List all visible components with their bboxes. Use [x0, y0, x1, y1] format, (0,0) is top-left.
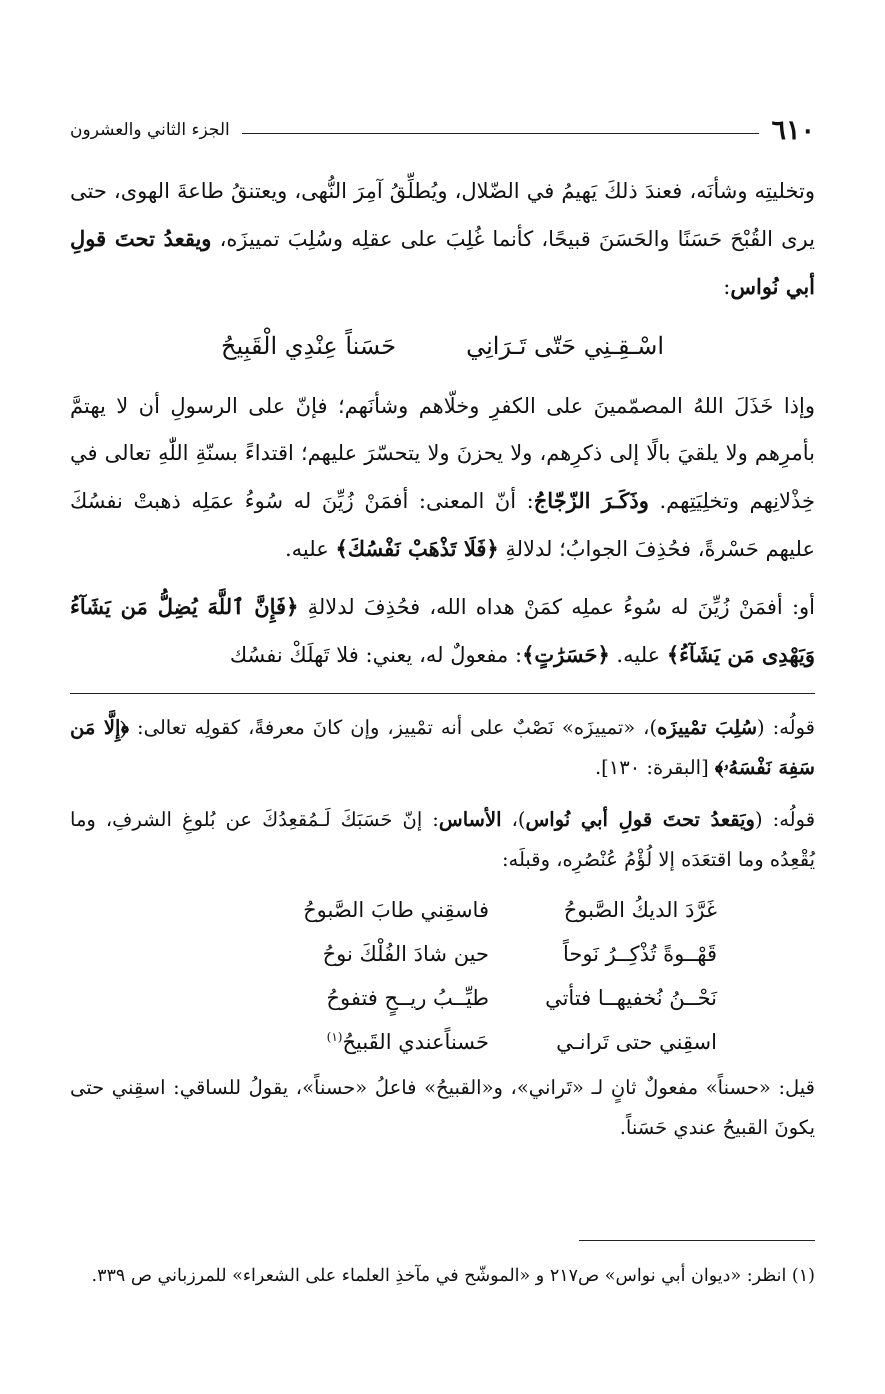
note-2-text-cont: )،	[501, 808, 526, 831]
paragraph-3-text-cont: عليه.	[609, 643, 667, 667]
paragraph-3-text: أو: أفمَنْ زُيِّنَ له سُوءُ عملِه كمَنْ هداه الله، فحُذِفَ لدلالةِ	[298, 595, 816, 619]
paragraph-1-bold: ويقعدُ تحتَ قولِ أبي نُواس	[70, 226, 815, 299]
footnote-marker: (١)	[326, 1030, 343, 1044]
poem-first-hemistich: قَهْــوةً تُذْكِــرُ نَوحاً	[562, 942, 717, 966]
running-title: الجزء الثاني والعشرون	[70, 120, 230, 140]
poem-second-hemistich: حين شادَ الفُلْكَ نوحُ	[322, 942, 489, 966]
page-header	[70, 112, 815, 148]
paragraph-3-end: : مفعولٌ له، يعني: فلا تَهلَكْ نفسُك	[229, 643, 523, 667]
note-2-text-end: : إنّ حَسَبَكَ لَـمُقعِدُكَ عن بُلوغِ الشرفِ، وما يُقْعِدُه وما اقتعَدَه إلا لُؤْمُ عُنْصُرِه، وقبلَه:	[70, 808, 815, 871]
quran-quote: ﴿فَإِنَّ ٱللَّهَ يُضِلُّ مَن يَشَآءُ وَيَهْدِى مَن يَشَآءُ﴾	[70, 594, 815, 667]
note-1-lemma: سُلِبَ تمْييزَه	[657, 716, 758, 739]
note-2	[70, 800, 815, 880]
main-text	[70, 168, 815, 1148]
commentary-separator	[70, 693, 815, 694]
poem-second-hemistich: فاسقِني طابَ الصَّبوحُ	[303, 898, 489, 922]
poem-second-hemistich	[269, 1030, 497, 1054]
footnote-rule	[579, 1240, 815, 1241]
paragraph-2-text-cont: : أنّ المعنى: أفمَنْ زُيِّنَ له سُوءُ عمَلِه ذهبتْ نفسُكَ عليهم حَسْرةً، فحُذِفَ الجوابُ؛ لدلالةِ	[70, 489, 815, 561]
paragraph-2-end: عليه.	[285, 537, 336, 561]
poem-first-hemistich: نَحْــنُ نُخفيهــا فتأتي	[545, 986, 717, 1010]
note-1	[70, 708, 815, 788]
paragraph-1	[70, 168, 815, 311]
paragraph-3	[70, 583, 815, 679]
note-1-text: قولُه: (	[757, 716, 815, 739]
note-3: قيل: «حسناً» مفعولٌ ثانٍ لـ «تَراني»، و«القبيحُ» فاعلُ «حسناً»، يقولُ للساقي: اسقِني حتى يكونَ القبيحُ عندي حَسَناً.	[70, 1076, 815, 1139]
paragraph-2-bold: وذَكَـرَ الزّجّاجُ	[533, 488, 649, 513]
paragraph-2-text: وإذا خَذَلَ اللهُ المصمّمينَ على الكفرِ وخلّاهم وشأنَهم؛ فإنّ على الرسولِ أن لا يهتمَّ بأمرِهم ولا يلقيَ بالًا إلى ذكرِهم، ولا يحزنَ ولا يتحسّرَ عليهم؛ اقتداءً بسنّةِ اللّٰهِ تعالى في خِذْلانِهم وتخلِيَتِهم.	[70, 394, 815, 513]
poem-line	[70, 976, 815, 1020]
note-1-text-cont: )، «تمييزَه» نَصْبٌ على أنه تمْييز، وإن كانَ معرفةً، كقولِه تعالى:	[129, 716, 658, 739]
poem	[70, 888, 815, 1064]
page-number: ٦١٠	[771, 114, 815, 146]
quran-quote: ﴿فَلَا تَذْهَبْ نَفْسُكَ﴾	[335, 536, 499, 561]
note-1-ref: [البقرة: ١٣٠].	[594, 756, 715, 779]
header-rule	[242, 133, 760, 134]
verse-line	[70, 315, 815, 377]
poem-first-hemistich: اسقِني حتى تَرانـي	[556, 1030, 717, 1054]
poem-line	[70, 932, 815, 976]
poem-line	[70, 1020, 815, 1064]
paragraph-2	[70, 383, 815, 573]
poem-second-hemistich: طيِّــبُ ريــحٍ فتفوحُ	[326, 986, 489, 1010]
verse-second-hemistich: حَسَناً عِنْدِي الْقَبِيحُ	[221, 332, 397, 360]
paragraph-1-text: وتخليتِه وشأنَه، فعندَ ذلكَ يَهيمُ في الضّلال، ويُطلِّقُ آمِرَ النُّهى، ويعتنقُ طاعةَ الهوى، حتى يرى القُبْحَ حَسَنًا والحَسَنَ قبيحًا، كأنما غُلِبَ على عقلِه وسُلِبَ تمييزَه،	[70, 179, 815, 251]
note-2-source: الأساس	[438, 808, 502, 831]
verse-first-hemistich: اسْـقِـنِي حَتّى تَـرَانِي	[466, 332, 664, 360]
quran-quote: ﴿حَسَرَٰتٍ﴾	[522, 642, 610, 667]
note-2-lemma: ويَقعدُ تحتَ قولِ أبي نُواس	[525, 808, 755, 831]
quran-quote: ﴿إِلَّا مَن سَفِهَ نَفْسَهُۥ﴾	[70, 716, 815, 779]
poem-line	[70, 888, 815, 932]
note-2-text: قولُه: (	[754, 808, 816, 831]
footnote: (١) انظر: «ديوان أبي نواس» ص٢١٧ و «الموشّح في مآخذِ العلماء على الشعراء» للمرزباني ص ٣٣٩.	[91, 1266, 815, 1286]
paragraph-1-colon: :	[723, 275, 731, 299]
poem-first-hemistich: غَرَّدَ الديكُ الصَّبوحُ	[563, 898, 717, 922]
poem-second-hemistich-text: حَسناًعندي القَبيحُ	[342, 1030, 489, 1054]
